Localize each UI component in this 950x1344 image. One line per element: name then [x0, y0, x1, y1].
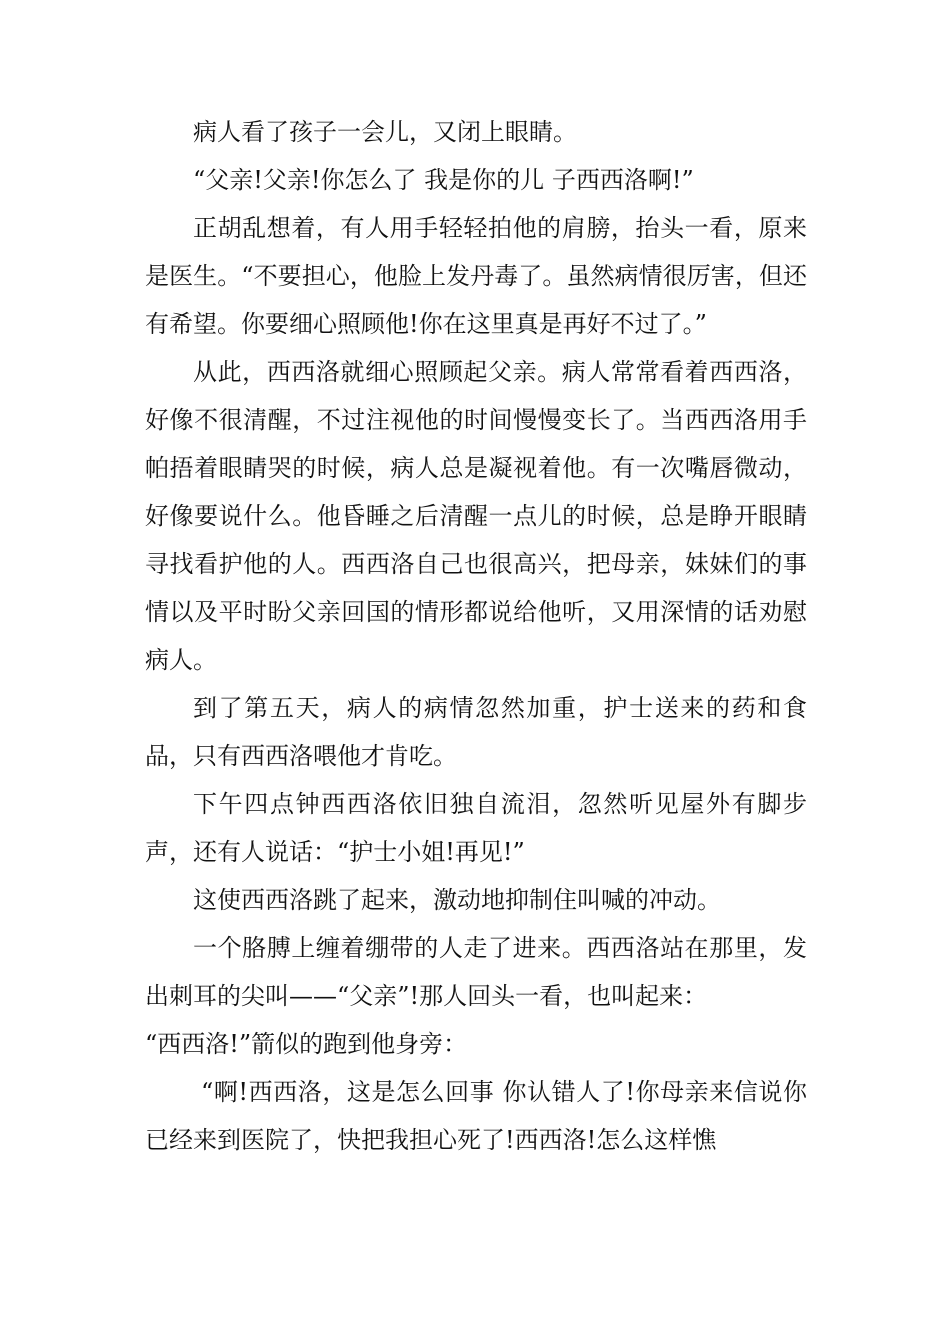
- paragraph-3: 正胡乱想着，有人用手轻轻拍他的肩膀，抬头一看，原来是医生。“不要担心，他脸上发丹毒了。虽然病情很厉害，但还有希望。你要细心照顾他!你在这里真是再好不过了。”: [145, 214, 807, 338]
- paragraph-8: 一个胳膊上缠着绷带的人走了进来。西西洛站在那里，发出刺耳的尖叫——“父亲”!那人回头一看，也叫起来：: [145, 934, 807, 1010]
- paragraph-7: 这使西西洛跳了起来，激动地抑制住叫喊的冲动。: [193, 886, 721, 914]
- paragraph-1: 病人看了孩子一会儿，又闭上眼睛。: [193, 118, 577, 146]
- paragraph-2: “父亲!父亲!你怎么了 我是你的儿 子西西洛啊!”: [193, 166, 694, 194]
- paragraph-4: 从此，西西洛就细心照顾起父亲。病人常常看着西西洛，好像不很清醒，不过注视他的时间慢慢变长了。当西西洛用手帕捂着眼睛哭的时候，病人总是凝视着他。有一次嘴唇微动，好像要说什么。他昏睡之后清醒一点儿的时候，总是睁开眼睛寻找看护他的人。西西洛自己也很高兴，把母亲，妹妹们的事情以及平时盼父亲回国的情形都说给他听，又用深情的话劝慰病人。: [145, 358, 807, 674]
- paragraph-6: 下午四点钟西西洛依旧独自流泪，忽然听见屋外有脚步声，还有人说话：“护士小姐!再见!”: [145, 790, 807, 866]
- paragraph-9: “西西洛!”箭似的跑到他身旁：: [145, 1030, 468, 1058]
- document-body: [145, 108, 807, 1164]
- paragraph-10: “啊!西西洛，这是怎么回事 你认错人了!你母亲来信说你已经来到医院了，快把我担心死了!西西洛!怎么这样憔: [145, 1078, 807, 1154]
- paragraph-5: 到了第五天，病人的病情忽然加重，护士送来的药和食品，只有西西洛喂他才肯吃。: [145, 694, 807, 770]
